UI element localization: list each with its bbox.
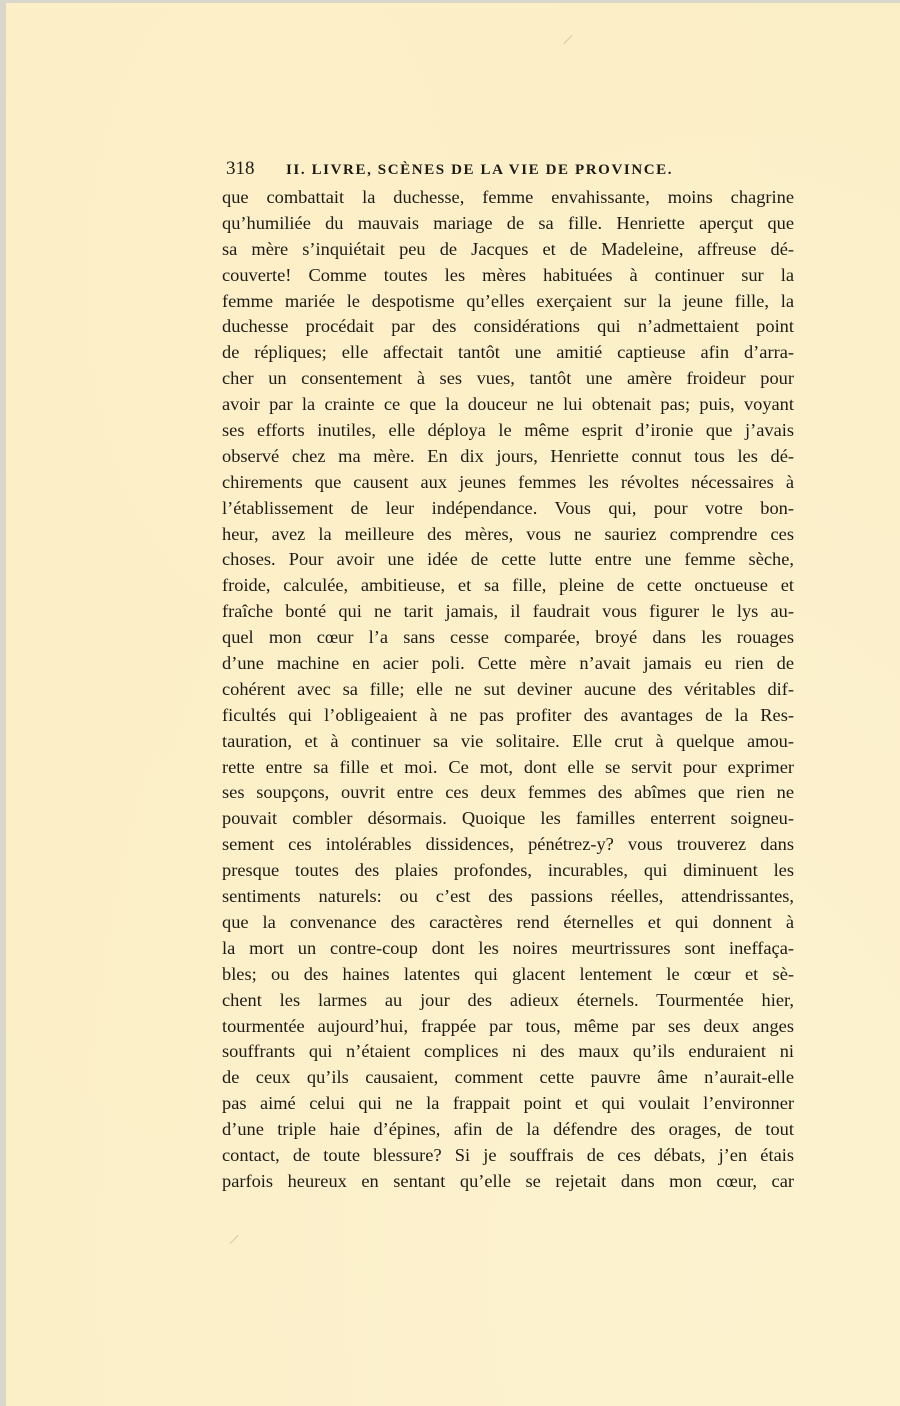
text-line: heur, avez la meilleure des mères, vous ne sauriez comprendre ces <box>222 523 794 544</box>
text-line: cher un consentement à ses vues, tantôt une amère froideur pour <box>222 368 794 389</box>
page-number: 318 <box>226 158 255 179</box>
text-line: pas aimé celui qui ne la frappait point et qui voulait l’environner <box>222 1093 794 1114</box>
text-line: observé chez ma mère. En dix jours, Henriette connut tous les dé- <box>222 445 794 466</box>
text-line: pouvait combler désormais. Quoique les familles enterrent soigneu- <box>222 808 794 829</box>
text-line: souffrants qui n’étaient complices ni des maux qu’ils enduraient ni <box>222 1041 794 1062</box>
paper-speck <box>229 1235 238 1244</box>
text-line: femme mariée le despotisme qu’elles exerçaient sur la jeune fille, la <box>222 290 794 311</box>
body-text <box>222 185 794 1195</box>
text-line: bles; ou des haines latentes qui glacent lentement le cœur et sè- <box>222 963 794 984</box>
text-line: froide, calculée, ambitieuse, et sa fille, pleine de cette onctueuse et <box>222 575 794 596</box>
text-line: sement ces intolérables dissidences, pénétrez-y? vous trouverez dans <box>222 834 794 855</box>
text-line: parfois heureux en sentant qu’elle se rejetait dans mon cœur, car <box>222 1170 794 1191</box>
text-line: quel mon cœur l’a sans cesse comparée, broyé dans les rouages <box>222 627 794 648</box>
text-line: que la convenance des caractères rend éternelles et qui donnent à <box>222 911 794 932</box>
text-line: choses. Pour avoir une idée de cette lutte entre une femme sèche, <box>222 549 794 570</box>
text-line: contact, de toute blessure? Si je souffrais de ces débats, j’en étais <box>222 1144 794 1165</box>
text-line: la mort un contre-coup dont les noires meurtrissures sont ineffaça- <box>222 937 794 958</box>
text-line: l’établissement de leur indépendance. Vous qui, pour votre bon- <box>222 497 794 518</box>
text-line: duchesse procédait par des considérations qui n’admettaient point <box>222 316 794 337</box>
running-head <box>220 156 800 184</box>
text-line: couverte! Comme toutes les mères habituées à continuer sur la <box>222 264 794 285</box>
text-line: de répliques; elle affectait tantôt une amitié captieuse afin d’arra- <box>222 342 794 363</box>
text-line: tourmentée aujourd’hui, frappée par tous, même par ses deux anges <box>222 1015 794 1036</box>
text-line: fraîche bonté qui ne tarit jamais, il faudrait vous figurer le lys au- <box>222 601 794 622</box>
text-line: chirements que causent aux jeunes femmes les révoltes nécessaires à <box>222 471 794 492</box>
text-line: que combattait la duchesse, femme envahissante, moins chagrine <box>222 187 794 207</box>
running-head-title: II. LIVRE, SCÈNES DE LA VIE DE PROVINCE. <box>286 162 674 178</box>
text-line: rette entre sa fille et moi. Ce mot, dont elle se servit pour exprimer <box>222 756 794 777</box>
paper-speck <box>563 35 572 44</box>
text-line: sa mère s’inquiétait peu de Jacques et de Madeleine, affreuse dé- <box>222 238 794 259</box>
text-line: presque toutes des plaies profondes, incurables, qui diminuent les <box>222 860 794 881</box>
text-line: ses soupçons, ouvrit entre ces deux femmes des abîmes que rien ne <box>222 782 794 803</box>
text-line: de ceux qu’ils causaient, comment cette pauvre âme n’aurait-elle <box>222 1067 794 1088</box>
text-line: ficultés qui l’obligeaient à ne pas profiter des avantages de la Res- <box>222 704 794 725</box>
text-line: avoir par la crainte ce que la douceur ne lui obtenait pas; puis, voyant <box>222 394 794 415</box>
text-line: cohérent avec sa fille; elle ne sut deviner aucune des véritables dif- <box>222 678 794 699</box>
text-line: d’une machine en acier poli. Cette mère n’avait jamais eu rien de <box>222 653 794 674</box>
text-line: tauration, et à continuer sa vie solitaire. Elle crut à quelque amou- <box>222 730 794 751</box>
text-line: d’une triple haie d’épines, afin de la défendre des orages, de tout <box>222 1119 794 1140</box>
text-line: qu’humiliée du mauvais mariage de sa fille. Henriette aperçut que <box>222 212 794 233</box>
text-line: chent les larmes au jour des adieux éternels. Tourmentée hier, <box>222 989 794 1010</box>
text-line: sentiments naturels: ou c’est des passions réelles, attendrissantes, <box>222 886 794 907</box>
text-line: ses efforts inutiles, elle déploya le même esprit d’ironie que j’avais <box>222 420 794 441</box>
